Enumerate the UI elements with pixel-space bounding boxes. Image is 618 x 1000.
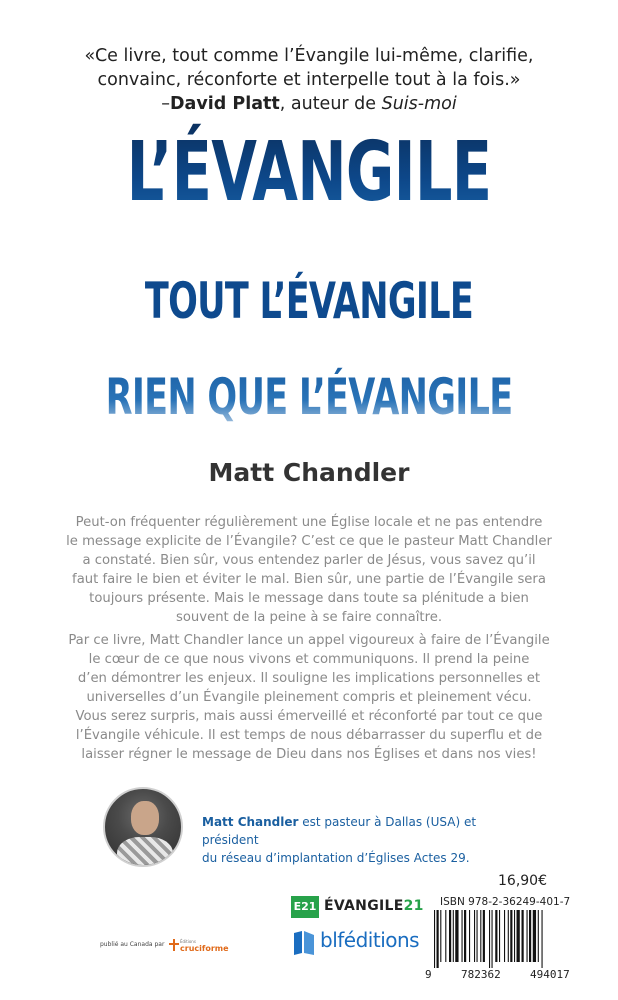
barcode-bar <box>474 910 475 962</box>
cruciforme-logo-text <box>180 940 229 953</box>
barcode-bar <box>538 910 539 962</box>
description-paragraph-2 <box>30 631 588 764</box>
bio-line-2: du réseau d’implantation d’Églises Actes 29. <box>202 851 470 865</box>
barcode-bar <box>504 910 505 962</box>
barcode-bar <box>480 910 481 962</box>
paragraph-line: d’en démontrer les enjeux. Il souligne les implications personnelles et <box>77 671 541 686</box>
author-photo-shirt <box>117 837 173 867</box>
paragraph-line: universelles d’un Évangile pleinement compris et pleinement vécu. <box>86 690 532 705</box>
barcode-bar <box>445 910 446 962</box>
paragraph-line: Par ce livre, Matt Chandler lance un appel vigoureux à faire de l’Évangile <box>68 633 550 648</box>
barcode-bar <box>514 910 515 962</box>
barcode-bar <box>483 910 485 962</box>
barcode-bar <box>489 910 490 968</box>
cruciforme-imprint-small: Éditions <box>180 939 196 944</box>
paragraph-line: le cœur de ce que nous vivons et communiquons. Il prend la peine <box>88 652 530 667</box>
blf-logo-text: blféditions <box>320 928 420 952</box>
quote-author: David Platt <box>170 94 280 114</box>
barcode <box>432 910 590 968</box>
endorsement-quote <box>0 44 618 116</box>
e21-logo-word: ÉVANGILE <box>324 898 404 914</box>
author-name: Matt Chandler <box>208 458 410 487</box>
isbn-label: ISBN 978-2-36249-401-7 <box>440 896 571 908</box>
barcode-digit-group-1: 782362 <box>461 968 501 981</box>
barcode-bar <box>437 910 439 968</box>
quote-attribution-text: , auteur de <box>279 94 382 114</box>
paragraph-line: souvent de la peine à se faire connaître. <box>175 610 443 625</box>
cruciforme-logo-icon <box>169 939 179 951</box>
barcode-bar <box>542 910 543 968</box>
price: 16,90€ <box>498 873 547 889</box>
barcode-bar <box>453 910 454 962</box>
barcode-digit-group-2: 494017 <box>530 968 570 981</box>
barcode-bar <box>464 910 466 962</box>
barcode-bar <box>469 910 470 962</box>
publisher-text: publié au Canada par <box>100 941 165 948</box>
title-line-3: RIEN QUE L’ÉVANGILE <box>93 362 526 432</box>
paragraph-line: l’Évangile véhicule. Il est temps de nous débarrasser du superflu et de <box>75 728 543 743</box>
barcode-bar <box>440 910 441 962</box>
barcode-bar <box>434 910 435 968</box>
barcode-bar <box>449 910 451 962</box>
paragraph-line: a constaté. Bien sûr, vous entendez parler de Jésus, vous savez qu’il <box>82 553 536 568</box>
quote-attribution <box>0 92 618 116</box>
bio-line-1 <box>202 813 532 849</box>
cruciforme-imprint: cruciforme <box>180 944 229 953</box>
author-photo <box>103 787 183 867</box>
barcode-bar <box>527 910 528 962</box>
barcode-bar <box>517 910 520 962</box>
paragraph-line: toujours présente. Mais le message dans toute sa plénitude a bien <box>89 591 529 606</box>
barcode-bar <box>510 910 512 962</box>
barcode-bar <box>477 910 478 962</box>
title-line-2: TOUT L’ÉVANGILE <box>144 272 474 330</box>
bio-name: Matt Chandler <box>202 815 299 829</box>
quote-line-1: «Ce livre, tout comme l’Évangile lui-même, clarifie, <box>84 46 534 66</box>
barcode-bar <box>499 910 500 962</box>
paragraph-line: laisser régner le message de Dieu dans nos Églises et dans nos vies! <box>81 747 537 762</box>
barcode-bar <box>455 910 458 962</box>
description-paragraph-1 <box>30 513 588 627</box>
author-bio <box>202 813 532 867</box>
barcode-bar <box>462 910 463 962</box>
quote-book-title: Suis-moi <box>381 94 457 114</box>
barcode-bar <box>529 910 531 962</box>
barcode-bar <box>522 910 524 962</box>
paragraph-line: Vous serez surpris, mais aussi émerveillé et réconforté par tout ce que <box>75 709 543 724</box>
barcode-bar <box>492 910 493 968</box>
paragraph-line: le message explicite de l’Évangile? C’est ce que le pasteur Matt Chandler <box>66 534 552 549</box>
paragraph-line: Peut-on fréquenter régulièrement une Église locale et ne pas entendre <box>75 515 543 530</box>
e21-logo-text <box>324 898 424 914</box>
barcode-bar <box>533 910 536 962</box>
e21-logo-number: 21 <box>403 898 424 914</box>
quote-dash: – <box>161 94 171 114</box>
author-photo-face <box>131 801 159 835</box>
paragraph-line: faut faire le bien et éviter le mal. Bien sûr, une partie de l’Évangile sera <box>72 572 546 587</box>
blf-book-icon <box>292 929 316 957</box>
title-line-1: L’ÉVANGILE <box>87 118 532 228</box>
quote-line-2: convainc, réconforte et interpelle tout à la fois.» <box>97 70 521 90</box>
e21-logo-badge: E21 <box>291 896 319 918</box>
bio-line-1-rest: est pasteur à Dallas (USA) et président <box>202 815 477 847</box>
barcode-bar <box>508 910 509 962</box>
barcode-digit-first: 9 <box>425 968 432 981</box>
barcode-bar <box>495 910 497 962</box>
